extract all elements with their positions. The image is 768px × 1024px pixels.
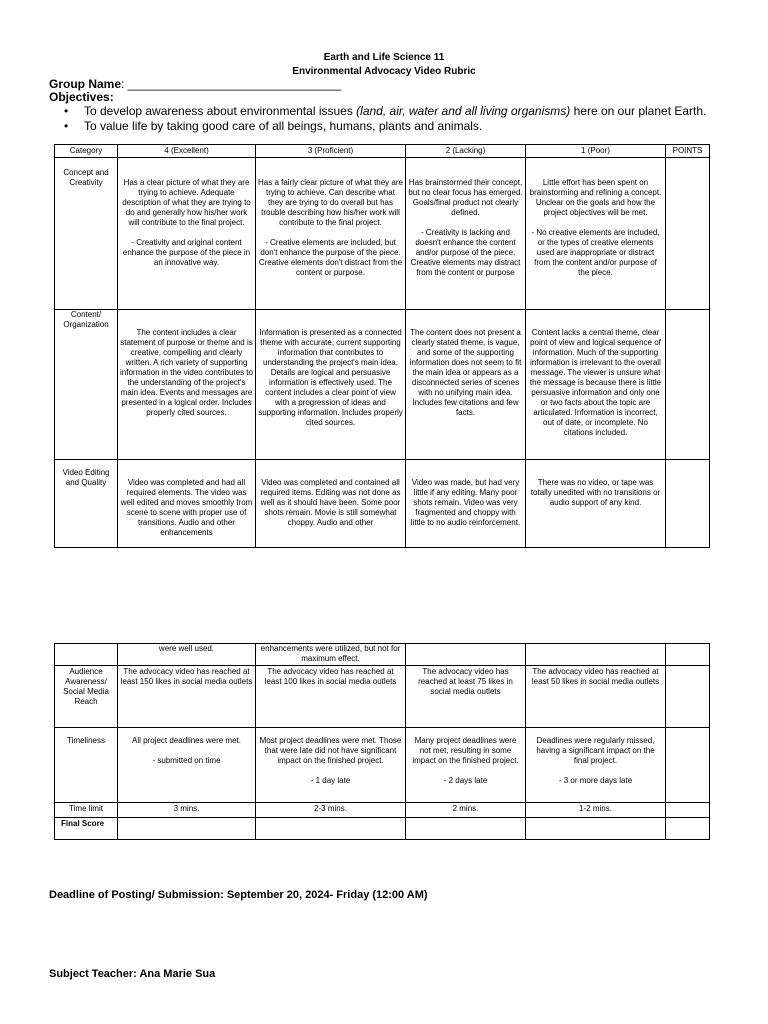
objectives-label: Objectives: (49, 90, 114, 104)
group-name-line (49, 77, 341, 91)
header-excellent: 4 (Excellent) (118, 145, 256, 158)
objective-text-end: here on our planet Earth. (570, 104, 707, 118)
row-time-limit (55, 803, 710, 818)
category-cell: Video Editing and Quality (55, 460, 118, 548)
criteria-text: - Creative elements are included, but don't enhance the purpose of the piece. Creative elements don't distract from the content or purpose. (258, 238, 403, 277)
group-name-label: Group Name (49, 77, 122, 91)
criteria-text: - 1 day late (310, 776, 351, 785)
points-cell[interactable] (666, 644, 710, 666)
criteria-cell: Video was completed and contained all required items. Editing was not done as well as it should have been. Some poor shots remain. Movie is still somewhat choppy. Audio and other (256, 460, 406, 548)
criteria-cell: 2 mins. (406, 803, 526, 818)
criteria-text: Deadlines were regularly missed, having a significant impact on the final project. (536, 736, 655, 765)
points-cell[interactable] (666, 803, 710, 818)
row-content-organization (55, 310, 710, 460)
criteria-cell (526, 158, 666, 310)
criteria-cell: The advocacy video has reached at least 75 likes in social media outlets (406, 666, 526, 728)
objective-text: To value life by taking good care of all beings, humans, plants and animals. (84, 119, 483, 133)
criteria-text: Has a clear picture of what they are trying to achieve. Adequate description of what they are trying to do and generally how his/her work will contribute to the final project. (122, 178, 251, 227)
criteria-cell (406, 728, 526, 803)
criteria-cell (406, 158, 526, 310)
criteria-text: Little effort has been spent on brainstorming and refining a concept. Unclear on the goals and how the project objectives will be met. (529, 178, 662, 217)
objective-item (60, 104, 706, 119)
final-score-cell (256, 818, 406, 840)
header-lacking: 2 (Lacking) (406, 145, 526, 158)
final-score-cell (406, 818, 526, 840)
group-name-blank: : ________________________________ (121, 77, 342, 91)
criteria-cell: were well used. (118, 644, 256, 666)
row-audience-awareness (55, 666, 710, 728)
row-video-editing-continued (55, 644, 710, 666)
points-cell[interactable] (666, 158, 710, 310)
subject-title: Earth and Life Science 11 (323, 52, 445, 63)
criteria-text: - No creative elements are included, or the types of creative elements used are inappropriate or distract from the content and/or purpose of the piece. (531, 228, 660, 277)
header-category: Category (55, 145, 118, 158)
final-score-cell (526, 818, 666, 840)
criteria-cell: Content lacks a central theme, clear point of view and logical sequence of information. Much of the supporting information is irrelevant to the overall message. The viewer is unsure what the message is because there is little persuasive information and only one or two facts about the topic are articulated. Information is incorrect, out of date, or incomplete. No citations included. (526, 310, 666, 460)
criteria-text: Most project deadlines were met. Those that were late did not have significant impact on the finished project. (259, 736, 402, 765)
points-cell[interactable] (666, 666, 710, 728)
criteria-cell: 1-2 mins. (526, 803, 666, 818)
final-score-cell (118, 818, 256, 840)
category-cell: Time limit (55, 803, 118, 818)
row-timeliness (55, 728, 710, 803)
points-cell[interactable] (666, 728, 710, 803)
category-cell: Content/ Organization (55, 310, 118, 460)
category-cell: Audience Awareness/ Social Media Reach (55, 666, 118, 728)
criteria-cell: Information is presented as a connected theme with accurate, current supporting information that contributes to understanding the project's main idea. Details are logical and persuasive information is effectively used. The content includes a clear point of view with a progression of ideas and supporting information. Includes properly cited sources. (256, 310, 406, 460)
criteria-cell: There was no video, or tape was totally unedited with no transitions or audio support of any kind. (526, 460, 666, 548)
criteria-cell (118, 158, 256, 310)
criteria-cell (256, 728, 406, 803)
category-cell: Timeliness (55, 728, 118, 803)
row-concept-creativity (55, 158, 710, 310)
deadline-text: Deadline of Posting/ Submission: September 20, 2024- Friday (12:00 AM) (49, 889, 428, 901)
criteria-text: Has brainstormed their concept, but no clear focus has emerged. Goals/final product not clearly defined. (408, 178, 523, 217)
criteria-text: Has a fairly clear picture of what they are trying to achieve. Can describe what they are trying to do overall but has trouble describing how his/her work will contribute to the final project. (258, 178, 403, 227)
criteria-cell (256, 158, 406, 310)
category-cell: Concept and Creativity (55, 158, 118, 310)
objective-text: To develop awareness about environmental issues (84, 104, 357, 118)
objective-italic-text: (land, air, water and all living organisms) (356, 104, 571, 118)
criteria-text: Many project deadlines were not met, resulting in some impact on the finished project. (412, 736, 519, 765)
rubric-table-part1 (54, 144, 710, 548)
criteria-cell (118, 728, 256, 803)
subject-teacher: Subject Teacher: Ana Marie Sua (49, 968, 216, 980)
points-cell[interactable] (666, 460, 710, 548)
final-score-label: Final Score (55, 818, 118, 840)
criteria-cell: The content includes a clear statement of purpose or theme and is creative, compelling and clearly written. A rich variety of supporting information in the video contributes to the understanding of the project's main idea. Events and messages are presented in a logical order. Includes properly cited sources. (118, 310, 256, 460)
criteria-cell: Video was made, but had very little if any editing. Many poor shots remain. Video was very fragmented and choppy with little to no audio reinforcement. (406, 460, 526, 548)
criteria-cell: The content does not present a clearly stated theme, is vague, and some of the supporting information does not seem to fit the main idea or appears as a disconnected series of scenes with no unifying main idea. Includes few citations and few facts. (406, 310, 526, 460)
objectives-list (60, 104, 706, 134)
criteria-cell: 3 mins. (118, 803, 256, 818)
criteria-cell (526, 728, 666, 803)
objective-item (60, 119, 706, 134)
criteria-cell (526, 644, 666, 666)
criteria-cell: The advocacy video has reached at least 150 likes in social media outlets (118, 666, 256, 728)
criteria-cell: enhancements were utilized, but not for maximum effect. (256, 644, 406, 666)
category-cell (55, 644, 118, 666)
rubric-header-row (55, 145, 710, 158)
criteria-text: - Creativity is lacking and doesn't enhance the content and/or purpose of the piece. Creative elements may distract from the content or purpose (410, 228, 521, 277)
header-proficient: 3 (Proficient) (256, 145, 406, 158)
criteria-text: - submitted on time (152, 756, 221, 765)
header-poor: 1 (Poor) (526, 145, 666, 158)
rubric-table-part2 (54, 643, 710, 840)
criteria-cell: 2-3 mins. (256, 803, 406, 818)
final-score-points[interactable] (666, 818, 710, 840)
header-points: POINTS (666, 145, 710, 158)
criteria-text: All project deadlines were met. (132, 736, 241, 745)
criteria-text: - Creativity and original content enhance the purpose of the piece in an innovative way. (122, 238, 251, 267)
criteria-cell: The advocacy video has reached at least 100 likes in social media outlets (256, 666, 406, 728)
row-video-editing (55, 460, 710, 548)
rubric-title: Environmental Advocacy Video Rubric (292, 66, 476, 77)
points-cell[interactable] (666, 310, 710, 460)
criteria-text: - 2 days late (443, 776, 488, 785)
criteria-text: - 3 or more days late (558, 776, 633, 785)
row-final-score (55, 818, 710, 840)
criteria-cell (406, 644, 526, 666)
criteria-cell: Video was completed and had all required elements. The video was well edited and moves smoothly from scene to scene with proper use of transitions. Audio and other enhancements (118, 460, 256, 548)
criteria-cell: The advocacy video has reached at least 50 likes in social media outlets (526, 666, 666, 728)
